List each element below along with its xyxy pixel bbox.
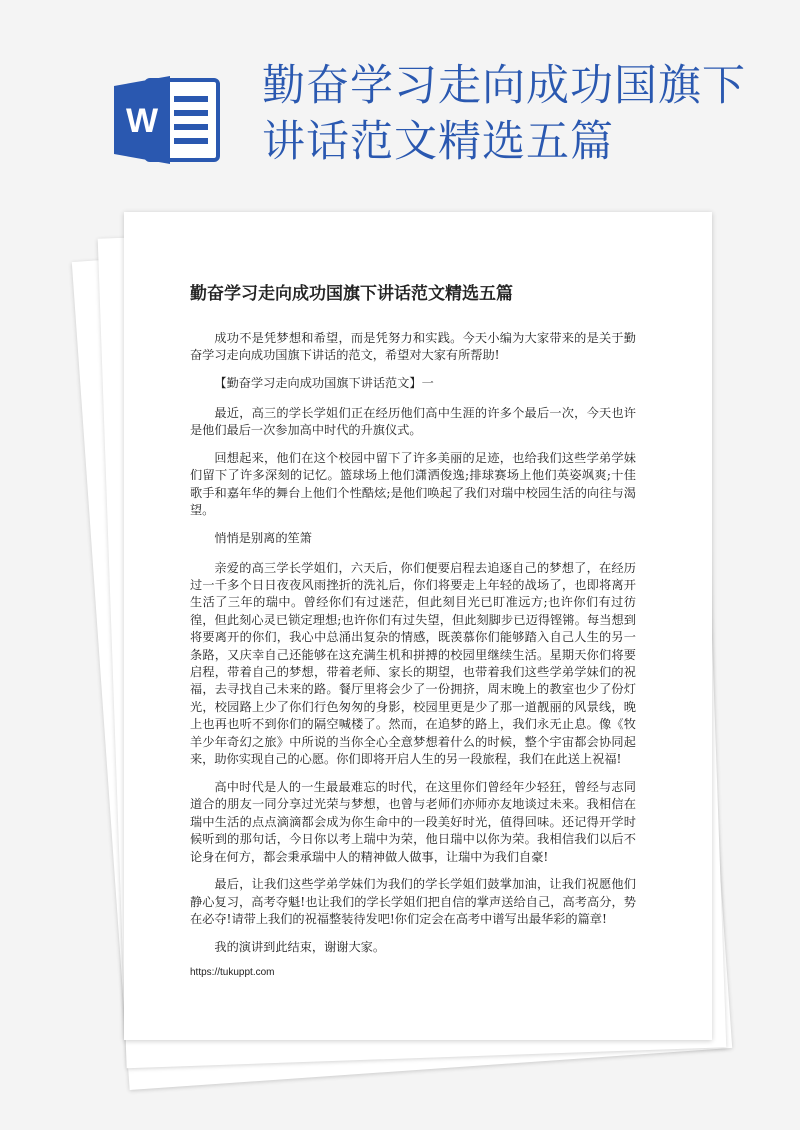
paragraph: 高中时代是人的一生最最难忘的时代，在这里你们曾经年少轻狂，曾经与志同道合的朋友一同分享过光荣与梦想，也曾与老师们亦师亦友地谈过未来。我相信在瑞中生活的点点滴滴都会成为你生命中的一段美好时光，值得回味。还记得开学时候听到的那句话，今日你以考上瑞中为荣，他日瑞中以你为荣。我相信我们以后不论身在何方，都会秉承瑞中人的精神做人做事，让瑞中为我们自豪!	[190, 779, 636, 864]
source-link[interactable]: https://tukuppt.com	[190, 967, 275, 979]
paragraph: 最后，让我们这些学弟学妹们为我们的学长学姐们鼓掌加油，让我们祝愿他们静心复习，高考夺魁!也让我们的学长学姐们把自信的掌声送给自己，高考高分，势在必夺!请带上我们的祝福整装待发吧!你们定会在高考中谱写出最华彩的篇章!	[190, 877, 636, 927]
section-heading: 【勤奋学习走向成功国旗下讲话范文】一	[214, 376, 434, 391]
paragraph-intro: 成功不是凭梦想和希望，而是凭努力和实践。今天小编为大家带来的是关于勤奋学习走向成功国旗下讲话的范文，希望对大家有所帮助!	[190, 331, 636, 363]
paragraph: 亲爱的高三学长学姐们，六天后，你们便要启程去追逐自己的梦想了，在经历过一千多个日日夜夜风雨挫折的洗礼后，你们将要走上年轻的战场了，也即将离开生活了三年的瑞中。曾经你们有过迷茫，但此刻目光已盯准远方;也许你们有过彷徨，但此刻心灵已锁定理想;也许你们有过失望，但此刻脚步已迈得铿锵。每当想到将要离开的你们，我心中总涌出复杂的情感，既羡慕你们能够踏入自己人生的另一条路，又庆幸自己还能够在这充满生机和拼搏的校园里继续生活。星期天你们将要启程，带着自己的梦想，带着老师、家长的期望，也带着我们这些学弟学妹们的祝福，去寻找自己未来的路。餐厅里将会少了一份拥挤，周末晚上的教室也少了份灯光，校园路上少了你们行色匆匆的身影，校园里更是少了那一道靓丽的风景线，晚上也再也听不到你们的隔空喊楼了。然而，在追梦的路上，我们永无止息。像《牧羊少年奇幻之旅》中所说的当你全心全意梦想着什么的时候，整个宇宙都会协同起来，助你实现自己的心愿。你们即将开启人生的另一段旅程，我们在此送上祝福!	[190, 560, 636, 767]
header-title: 勤奋学习走向成功国旗下讲话范文精选五篇	[262, 61, 746, 167]
subheading: 悄悄是别离的笙箫	[214, 531, 312, 546]
document-content	[190, 280, 636, 978]
paragraph-closing: 我的演讲到此结束，谢谢大家。	[214, 940, 386, 955]
page-header	[0, 0, 800, 205]
word-document-icon	[112, 72, 222, 168]
svg-text:W: W	[125, 102, 159, 140]
paragraph: 回想起来，他们在这个校园中留下了许多美丽的足迹，也给我们这些学弟学妹们留下了许多深刻的记忆。篮球场上他们潇洒俊逸;排球赛场上他们英姿飒爽;十佳歌手和嘉年华的舞台上他们个性酷炫;是他们唤起了我们对瑞中校园生活的向往与渴望。	[190, 451, 636, 518]
document-title: 勤奋学习走向成功国旗下讲话范文精选五篇	[190, 284, 513, 304]
paragraph: 最近，高三的学长学姐们正在经历他们高中生涯的许多个最后一次，今天也许是他们最后一次参加高中时代的升旗仪式。	[190, 405, 636, 438]
